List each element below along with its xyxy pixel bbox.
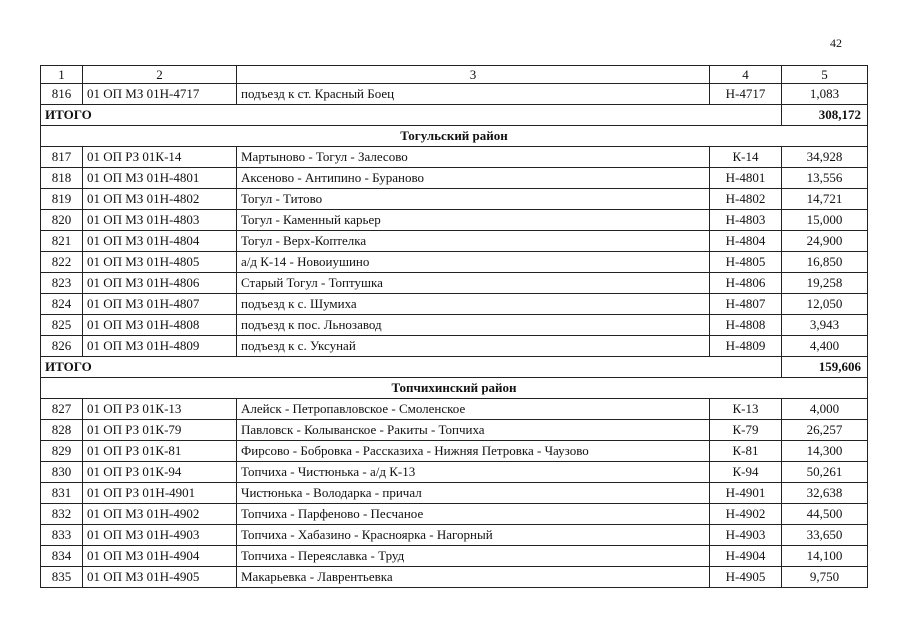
column-header: 5: [782, 66, 868, 84]
road-name: Топчиха - Парфеново - Песчаное: [237, 504, 710, 525]
table-row: [41, 210, 868, 231]
road-index: Н-4807: [710, 294, 782, 315]
road-length: 3,943: [782, 315, 868, 336]
road-length: 15,000: [782, 210, 868, 231]
road-code: 01 ОП МЗ 01Н-4902: [83, 504, 237, 525]
road-code: 01 ОП РЗ 01К-79: [83, 420, 237, 441]
row-number: 816: [41, 84, 83, 105]
table-row: [41, 189, 868, 210]
road-name: Старый Тогул - Топтушка: [237, 273, 710, 294]
road-code: 01 ОП МЗ 01Н-4905: [83, 567, 237, 588]
table-row: [41, 567, 868, 588]
table-row: [41, 399, 868, 420]
table-row: [41, 252, 868, 273]
road-index: Н-4808: [710, 315, 782, 336]
row-number: 834: [41, 546, 83, 567]
road-name: подъезд к ст. Красный Боец: [237, 84, 710, 105]
road-name: Топчиха - Переяславка - Труд: [237, 546, 710, 567]
road-name: Павловск - Колыванское - Ракиты - Топчиха: [237, 420, 710, 441]
district-title: Топчихинский район: [41, 378, 868, 399]
road-length: 14,300: [782, 441, 868, 462]
road-name: подъезд к с. Уксунай: [237, 336, 710, 357]
row-number: 823: [41, 273, 83, 294]
row-number: 829: [41, 441, 83, 462]
road-length: 50,261: [782, 462, 868, 483]
row-number: 819: [41, 189, 83, 210]
row-number: 833: [41, 525, 83, 546]
road-index: Н-4902: [710, 504, 782, 525]
row-number: 826: [41, 336, 83, 357]
road-index: К-79: [710, 420, 782, 441]
road-code: 01 ОП МЗ 01Н-4904: [83, 546, 237, 567]
road-index: Н-4806: [710, 273, 782, 294]
road-name: Макарьевка - Лаврентьевка: [237, 567, 710, 588]
row-number: 828: [41, 420, 83, 441]
district-header-row: [41, 126, 868, 147]
row-number: 818: [41, 168, 83, 189]
total-value: 308,172: [782, 105, 868, 126]
table-row: [41, 315, 868, 336]
road-code: 01 ОП МЗ 01Н-4808: [83, 315, 237, 336]
table-row: [41, 231, 868, 252]
roads-table: [40, 65, 868, 588]
road-name: подъезд к с. Шумиха: [237, 294, 710, 315]
row-number: 835: [41, 567, 83, 588]
road-code: 01 ОП МЗ 01Н-4802: [83, 189, 237, 210]
road-name: Топчиха - Хабазино - Красноярка - Нагорный: [237, 525, 710, 546]
table-row: [41, 441, 868, 462]
road-length: 24,900: [782, 231, 868, 252]
road-code: 01 ОП МЗ 01Н-4801: [83, 168, 237, 189]
road-index: Н-4803: [710, 210, 782, 231]
road-index: К-13: [710, 399, 782, 420]
road-length: 9,750: [782, 567, 868, 588]
column-header: 3: [237, 66, 710, 84]
column-header: 2: [83, 66, 237, 84]
road-code: 01 ОП РЗ 01К-94: [83, 462, 237, 483]
road-length: 14,721: [782, 189, 868, 210]
row-number: 822: [41, 252, 83, 273]
road-code: 01 ОП РЗ 01К-13: [83, 399, 237, 420]
road-name: Топчиха - Чистюнька - а/д К-13: [237, 462, 710, 483]
road-length: 19,258: [782, 273, 868, 294]
road-index: К-94: [710, 462, 782, 483]
row-number: 824: [41, 294, 83, 315]
road-index: Н-4805: [710, 252, 782, 273]
total-value: 159,606: [782, 357, 868, 378]
column-header: 1: [41, 66, 83, 84]
road-index: Н-4804: [710, 231, 782, 252]
road-index: Н-4717: [710, 84, 782, 105]
row-number: 830: [41, 462, 83, 483]
road-length: 16,850: [782, 252, 868, 273]
total-row: [41, 357, 868, 378]
page-number: 42: [830, 36, 842, 50]
total-row: [41, 105, 868, 126]
table-row: [41, 546, 868, 567]
road-index: Н-4802: [710, 189, 782, 210]
table-row: [41, 147, 868, 168]
road-name: Тогул - Титово: [237, 189, 710, 210]
table-row: [41, 84, 868, 105]
table-row: [41, 525, 868, 546]
road-name: Чистюнька - Володарка - причал: [237, 483, 710, 504]
road-code: 01 ОП МЗ 01Н-4809: [83, 336, 237, 357]
row-number: 827: [41, 399, 83, 420]
road-name: а/д К-14 - Новоиушино: [237, 252, 710, 273]
road-length: 1,083: [782, 84, 868, 105]
row-number: 820: [41, 210, 83, 231]
road-code: 01 ОП МЗ 01Н-4804: [83, 231, 237, 252]
road-index: Н-4904: [710, 546, 782, 567]
row-number: 831: [41, 483, 83, 504]
total-label: ИТОГО: [41, 105, 782, 126]
road-length: 4,400: [782, 336, 868, 357]
road-length: 12,050: [782, 294, 868, 315]
table-row: [41, 483, 868, 504]
district-title: Тогульский район: [41, 126, 868, 147]
road-length: 14,100: [782, 546, 868, 567]
table-row: [41, 420, 868, 441]
road-code: 01 ОП МЗ 01Н-4806: [83, 273, 237, 294]
road-index: Н-4809: [710, 336, 782, 357]
table-row: [41, 168, 868, 189]
district-header-row: [41, 378, 868, 399]
road-code: 01 ОП МЗ 01Н-4803: [83, 210, 237, 231]
road-length: 34,928: [782, 147, 868, 168]
road-name: Фирсово - Бобровка - Рассказиха - Нижняя Петровка - Чаузово: [237, 441, 710, 462]
road-code: 01 ОП МЗ 01Н-4807: [83, 294, 237, 315]
road-length: 32,638: [782, 483, 868, 504]
road-code: 01 ОП МЗ 01Н-4805: [83, 252, 237, 273]
road-length: 26,257: [782, 420, 868, 441]
road-length: 44,500: [782, 504, 868, 525]
road-name: Аксеново - Антипино - Бураново: [237, 168, 710, 189]
road-name: Алейск - Петропавловское - Смоленское: [237, 399, 710, 420]
road-name: Тогул - Каменный карьер: [237, 210, 710, 231]
road-name: Тогул - Верх-Коптелка: [237, 231, 710, 252]
road-code: 01 ОП РЗ 01К-14: [83, 147, 237, 168]
road-code: 01 ОП РЗ 01Н-4901: [83, 483, 237, 504]
road-index: Н-4905: [710, 567, 782, 588]
road-code: 01 ОП МЗ 01Н-4903: [83, 525, 237, 546]
road-length: 13,556: [782, 168, 868, 189]
table-row: [41, 504, 868, 525]
road-name: Мартыново - Тогул - Залесово: [237, 147, 710, 168]
table-row: [41, 294, 868, 315]
row-number: 825: [41, 315, 83, 336]
total-label: ИТОГО: [41, 357, 782, 378]
road-name: подъезд к пос. Льнозавод: [237, 315, 710, 336]
road-length: 4,000: [782, 399, 868, 420]
road-length: 33,650: [782, 525, 868, 546]
road-index: К-14: [710, 147, 782, 168]
row-number: 821: [41, 231, 83, 252]
row-number: 817: [41, 147, 83, 168]
row-number: 832: [41, 504, 83, 525]
road-code: 01 ОП МЗ 01Н-4717: [83, 84, 237, 105]
road-index: К-81: [710, 441, 782, 462]
road-code: 01 ОП РЗ 01К-81: [83, 441, 237, 462]
road-index: Н-4903: [710, 525, 782, 546]
table-row: [41, 462, 868, 483]
header-row: [41, 66, 868, 84]
road-index: Н-4801: [710, 168, 782, 189]
table-row: [41, 336, 868, 357]
road-index: Н-4901: [710, 483, 782, 504]
column-header: 4: [710, 66, 782, 84]
table-body: [41, 84, 868, 588]
table-row: [41, 273, 868, 294]
